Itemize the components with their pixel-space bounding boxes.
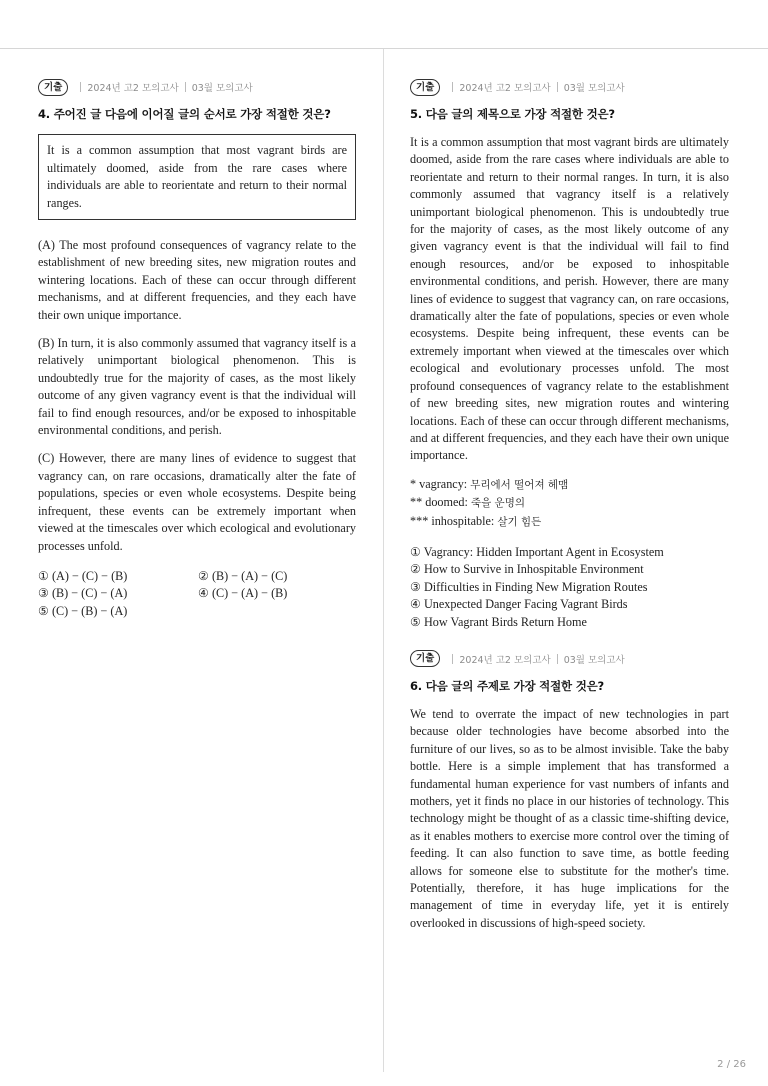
answer-option-3[interactable]: ③ (B) − (C) − (A): [38, 586, 128, 601]
paragraph-a: (A) The most profound consequences of vagrancy relate to the establishment of new breeding sites, new migration routes and wintering locations. Each of these can occur through different mechanisms, and at different frequencies, and they each have their own unique importance.: [38, 238, 356, 322]
exam-month: 03월 모의고사: [563, 83, 625, 94]
right-column: [410, 78, 729, 943]
footnote-meaning: 죽을 운명의: [470, 497, 525, 510]
column-divider: [383, 49, 384, 1072]
tag-separator: [80, 82, 81, 92]
paragraph-b: (B) In turn, it is also commonly assumed that vagrancy itself is a relatively unimportant biological phenomenon. This is undoubtedly true for the majority of cases, as the most likely outcome of any given vagrancy event is that the individual will fail to find enough resources, and/or be exposed to inhospitable environmental conditions, and perish.: [38, 336, 356, 438]
question-title: 5. 다음 글의 제목으로 가장 적절한 것은?: [410, 107, 615, 121]
passage: It is a common assumption that most vagrant birds are ultimately doomed, aside from the rare cases where individuals are able to reorientate and return to their normal ranges. In turn, it is also commonly assumed that vagrancy itself is a relatively unimportant biological phenomenon. This is undoubtedly true for the majority of cases, as the most likely outcome of any given vagrancy event is that the individual will fail to find enough resources, and/or be exposed to inhospitable environmental conditions, and perish. However, there are many lines of evidence to suggest that vagrancy can, on rare occasions, dramatically alter the fate of populations, species or even whole ecosystems. Despite being infrequent, these events can be extremely important when viewed at the timescales over which ecological and evolutionary processes unfold. The most profound consequences of vagrancy relate to the establishment of new breeding sites, new migration routes and wintering locations. Each of these can occur through different mechanisms, and at different frequencies, and they each have their own unique importance.: [410, 135, 729, 463]
question-title: 4. 주어진 글 다음에 이어질 글의 순서로 가장 적절한 것은?: [38, 107, 331, 121]
source-tag: [38, 78, 356, 96]
footnote-1: [410, 476, 729, 494]
answer-option-3[interactable]: ③ Difficulties in Finding New Migration Routes: [410, 579, 648, 594]
tag-separator: [557, 654, 558, 664]
footnote-meaning: 살기 힘든: [497, 515, 542, 528]
tag-separator: [452, 654, 453, 664]
exam-year: 2024년 고2 모의고사: [459, 83, 551, 94]
answer-options: [410, 544, 729, 631]
paragraph-c: (C) However, there are many lines of evidence to suggest that vagrancy can, on rare occasions, dramatically alter the fate of populations, species or even whole ecosystems. Despite being infrequent, these events can be extremely important when viewed at the timescales over which ecological and evolutionary processes unfold.: [38, 451, 356, 553]
exam-month: 03월 모의고사: [563, 654, 625, 666]
answer-options: [38, 568, 356, 620]
answer-option-5[interactable]: ⑤ How Vagrant Birds Return Home: [410, 614, 587, 629]
footnotes: [410, 476, 729, 531]
source-tag: [410, 650, 729, 668]
exam-year: 2024년 고2 모의고사: [87, 83, 179, 94]
answer-option-2[interactable]: ② (B) − (A) − (C): [198, 568, 288, 583]
given-passage-box: It is a common assumption that most vagrant birds are ultimately doomed, aside from the rare cases where individuals are able to reorientate and return to their normal ranges.: [38, 134, 356, 220]
source-tag: [410, 78, 729, 96]
answer-option-5[interactable]: ⑤ (C) − (B) − (A): [38, 603, 128, 618]
answer-option-4[interactable]: ④ Unexpected Danger Facing Vagrant Birds: [410, 597, 628, 612]
footnote-term: ** doomed:: [410, 495, 471, 510]
exam-badge: 기출: [410, 650, 440, 667]
footnote-2: [410, 494, 729, 512]
footnote-3: [410, 513, 729, 531]
exam-month: 03월 모의고사: [191, 83, 253, 94]
question-title: 6. 다음 글의 주제로 가장 적절한 것은?: [410, 678, 604, 693]
passage: We tend to overrate the impact of new technologies in part because older technologies have become absorbed into the furniture of our lives, so as to be almost invisible. Take the baby bottle. Here is a simple implement that has transformed a fundamental human experience for vast numbers of infants and mothers, yet it finds no place in our histories of technology. This technology might be thought of as a classic time-shifting device, as it enables mothers to exercise more control over the timing of feeding. It can also function to save time, as bottle feeding allows for someone else to substitute for the mother's time. Potentially, therefore, it has huge implications for the management of time in everyday life, yet it is entirely overlooked in discussions of high-speed society.: [410, 706, 729, 930]
exam-badge: 기출: [410, 79, 440, 96]
page-number: 2 / 26: [717, 1059, 746, 1070]
exam-year: 2024년 고2 모의고사: [459, 654, 551, 666]
footnote-term: *** inhospitable:: [410, 513, 498, 528]
tag-separator: [452, 82, 453, 92]
answer-option-4[interactable]: ④ (C) − (A) − (B): [198, 586, 288, 601]
answer-option-1[interactable]: ① (A) − (C) − (B): [38, 568, 128, 583]
tag-separator: [185, 82, 186, 92]
answer-option-1[interactable]: ① Vagrancy: Hidden Important Agent in Ecosystem: [410, 544, 664, 559]
tag-separator: [557, 82, 558, 92]
question-6: [410, 650, 729, 932]
question-5: [410, 78, 729, 631]
header-rule: [0, 48, 768, 49]
answer-option-2[interactable]: ② How to Survive in Inhospitable Environment: [410, 562, 644, 577]
question-4: [38, 78, 356, 620]
footnote-term: * vagrancy:: [410, 476, 471, 491]
footnote-meaning: 무리에서 떨어져 헤맴: [470, 478, 569, 491]
exam-badge: 기출: [38, 79, 68, 96]
